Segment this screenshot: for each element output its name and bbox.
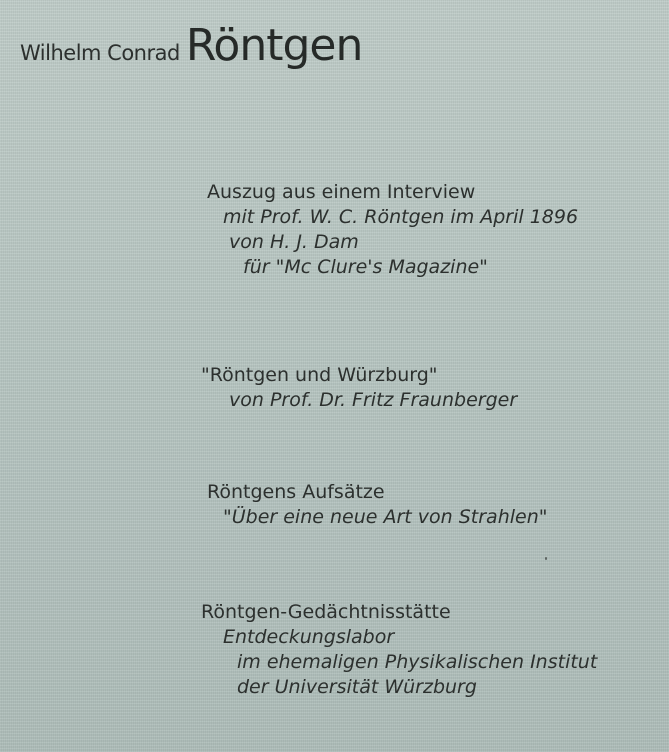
contents-entry-aufsaetze	[207, 480, 548, 530]
paper-speck	[545, 557, 547, 560]
entry-subtitle: "Über eine neue Art von Strahlen"	[223, 506, 548, 528]
entry-subtitle: mit Prof. W. C. Röntgen im April 1896	[223, 206, 579, 228]
entry-source: für "Mc Clure's Magazine"	[243, 256, 488, 278]
entry-author: von Prof. Dr. Fritz Fraunberger	[229, 389, 518, 411]
entry-title: "Röntgen und Würzburg"	[201, 364, 438, 386]
author-first-name: Wilhelm Conrad	[20, 41, 180, 65]
contents-entry-gedaechtnisstaette	[201, 600, 597, 700]
entry-title: Röntgen-Gedächtnisstätte	[201, 601, 451, 623]
entry-title: Auszug aus einem Interview	[207, 181, 476, 203]
page-header	[20, 20, 362, 80]
contents-entry-wuerzburg	[201, 363, 517, 413]
entry-detail: im ehemaligen Physikalischen Institut	[237, 651, 598, 673]
author-last-name: Röntgen	[185, 20, 363, 71]
entry-detail: der Universität Würzburg	[237, 676, 477, 698]
entry-subtitle: Entdeckungslabor	[223, 626, 395, 648]
entry-author: von H. J. Dam	[229, 231, 359, 253]
contents-entry-interview	[207, 180, 578, 280]
entry-title: Röntgens Aufsätze	[207, 481, 385, 503]
